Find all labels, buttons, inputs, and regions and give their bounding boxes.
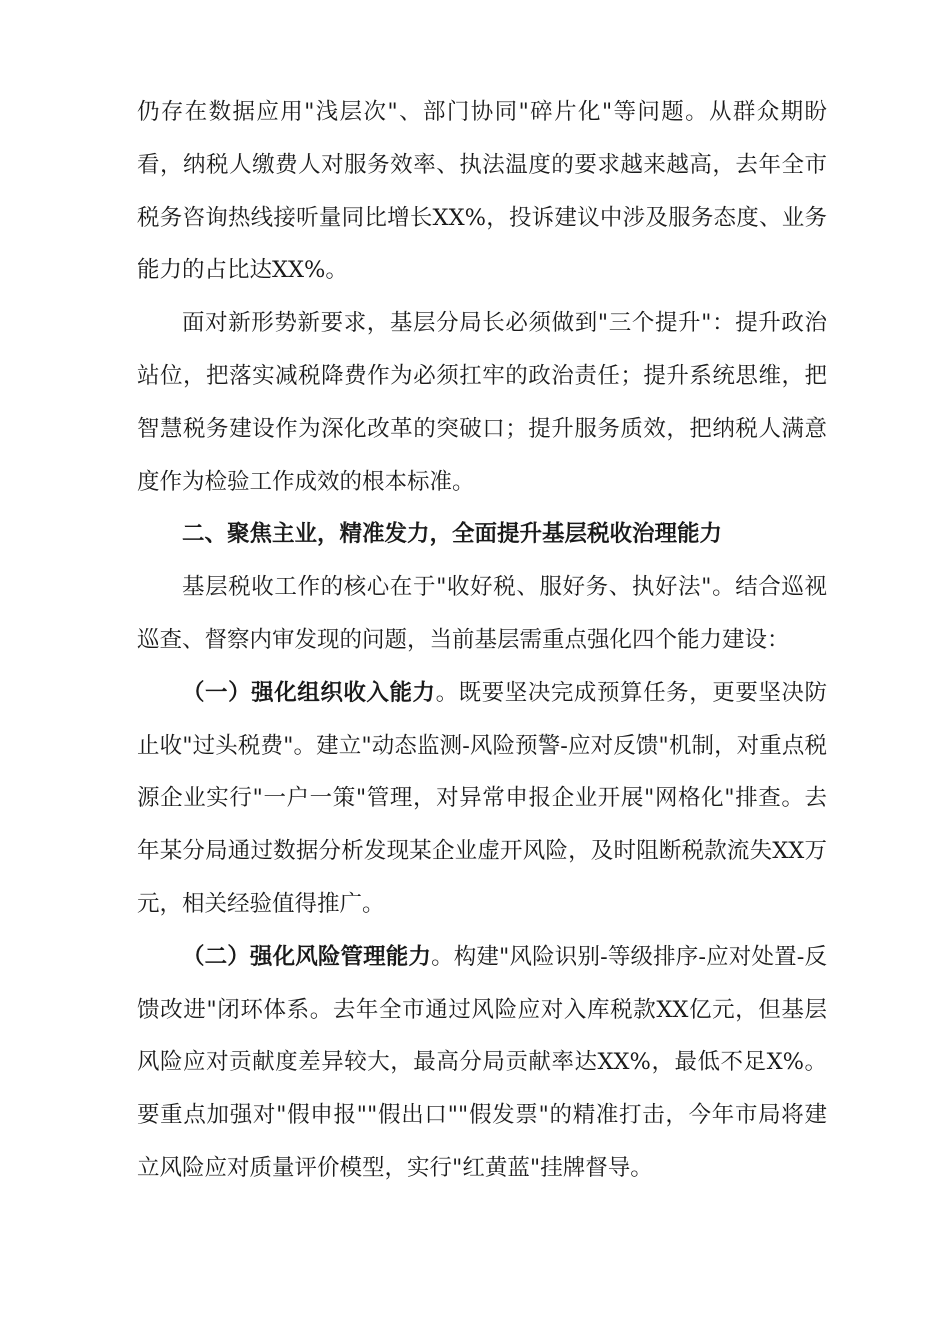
paragraph-5 (137, 931, 827, 1195)
paragraph-5-text: 。构建"风险识别-等级排序-应对处置-反馈改进"闭环体系。去年全市通过风险应对入库税款XX亿元，但基层风险应对贡献度差异较大，最高分局贡献率达XX%，最低不足X%。要重点加强对"假申报""假出口""假发票"的精准打击，今年市局将建立风险应对质量评价模型，实行"红黄蓝"挂牌督导。 (137, 943, 827, 1181)
subheading-1: （一）强化组织收入能力 (182, 679, 436, 706)
paragraph-4-text: 。既要坚决完成预算任务，更要坚决防止收"过头税费"。建立"动态监测-风险预警-应对反馈"机制，对重点税源企业实行"一户一策"管理，对异常申报企业开展"网格化"排查。去年某分局通过数据分析发现某企业虚开风险，及时阻断税款流失XX万元，相关经验值得推广。 (137, 679, 827, 917)
subheading-2: （二）强化风险管理能力 (182, 943, 432, 970)
section-heading-2: 二、聚焦主业，精准发力，全面提升基层税收治理能力 (182, 521, 723, 548)
paragraph-4 (137, 667, 827, 931)
document-body (137, 86, 827, 1195)
paragraph-1: 仍存在数据应用"浅层次"、部门协同"碎片化"等问题。从群众期盼看，纳税人缴费人对服务效率、执法温度的要求越来越高，去年全市税务咨询热线接听量同比增长XX%，投诉建议中涉及服务态度、业务能力的占比达XX%。 (137, 99, 827, 284)
paragraph-3: 基层税收工作的核心在于"收好税、服好务、执好法"。结合巡视巡查、督察内审发现的问题，当前基层需重点强化四个能力建设： (137, 574, 827, 653)
paragraph-2: 面对新形势新要求，基层分局长必须做到"三个提升"：提升政治站位，把落实减税降费作为必须扛牢的政治责任；提升系统思维，把智慧税务建设作为深化改革的突破口；提升服务质效，把纳税人满意度作为检验工作成效的根本标准。 (137, 310, 827, 495)
